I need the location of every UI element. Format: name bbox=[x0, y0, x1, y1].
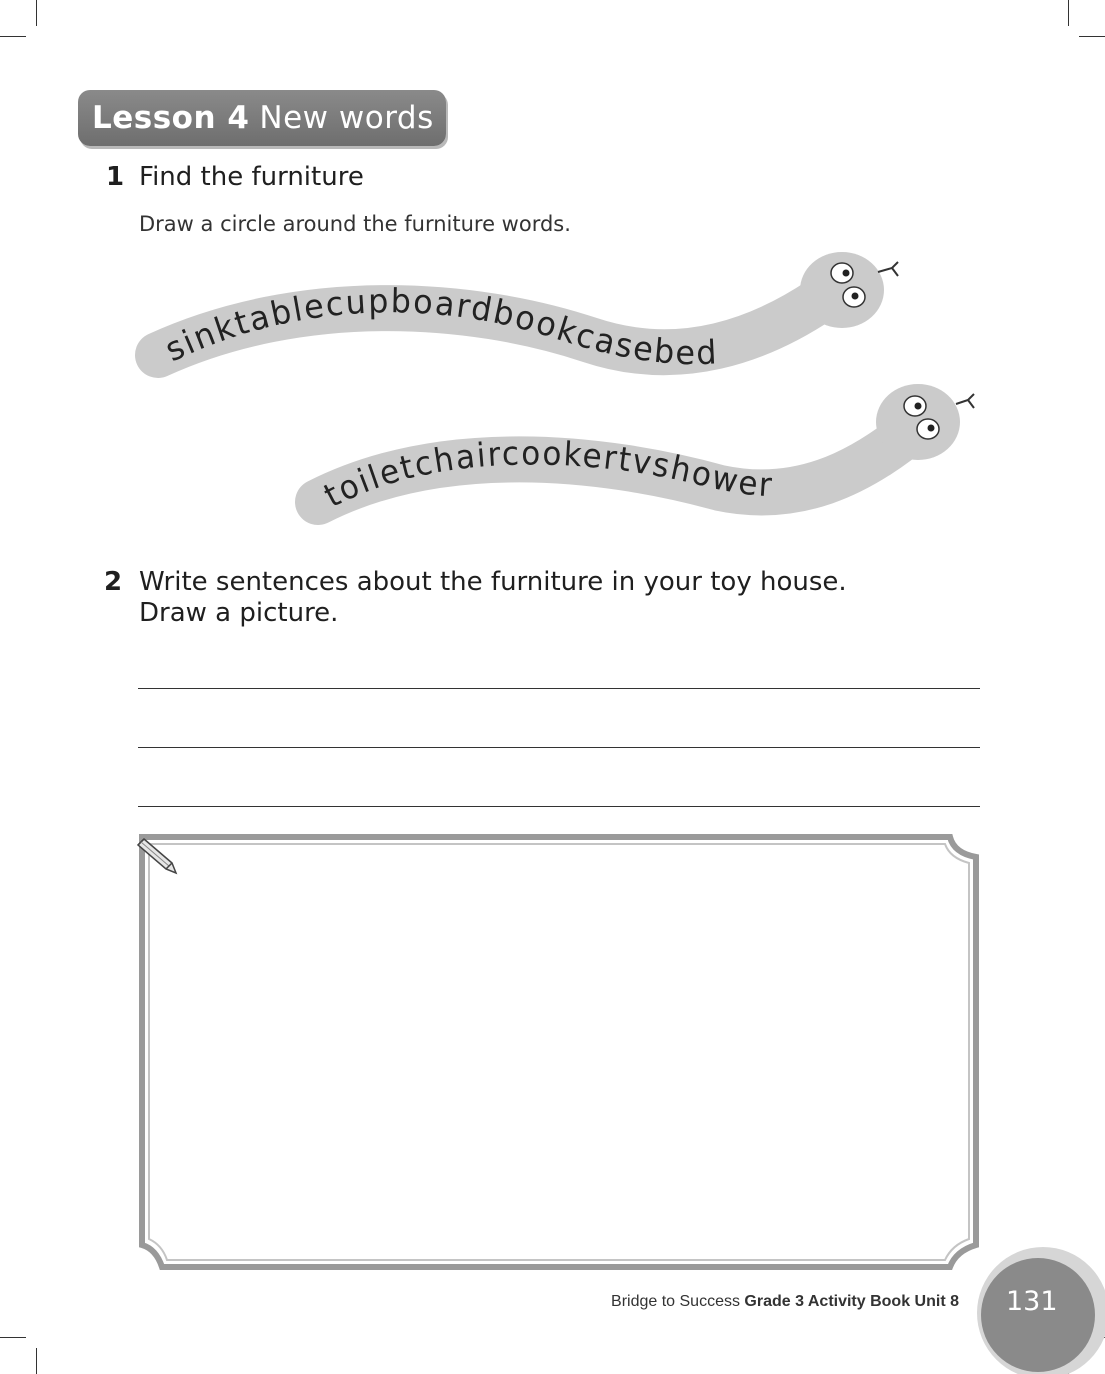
exercise-2-title-line-2: Draw a picture. bbox=[139, 598, 339, 628]
writing-line-2[interactable] bbox=[138, 747, 980, 748]
page-number: 131 bbox=[1006, 1286, 1058, 1317]
exercise-2-number: 2 bbox=[104, 567, 123, 597]
drawing-box[interactable] bbox=[130, 825, 990, 1275]
footer-series: Bridge to Success bbox=[611, 1293, 740, 1310]
crop-mark bbox=[0, 1337, 26, 1338]
crop-mark bbox=[1079, 36, 1105, 37]
snake-2-word-string: toiletchaircookertvshower bbox=[317, 433, 776, 516]
lesson-banner bbox=[78, 90, 446, 146]
snake-2-tongue bbox=[956, 394, 974, 408]
crop-mark bbox=[36, 1348, 37, 1374]
exercise-1-number: 1 bbox=[106, 162, 125, 192]
lesson-label: Lesson 4 bbox=[92, 100, 250, 136]
snake-2 bbox=[318, 384, 974, 515]
writing-line-3[interactable] bbox=[138, 806, 980, 807]
crop-mark bbox=[36, 0, 37, 26]
writing-line-1[interactable] bbox=[138, 688, 980, 689]
exercise-1-instruction: Draw a circle around the furniture words. bbox=[139, 212, 571, 236]
snake-2-head bbox=[876, 384, 960, 460]
snake-1-tongue bbox=[878, 262, 898, 276]
snake-1-word-string: sinktablecupboardbookcasebed bbox=[159, 281, 721, 373]
lesson-title: New words bbox=[259, 100, 434, 136]
footer-text bbox=[611, 1293, 959, 1311]
crop-mark bbox=[1068, 0, 1069, 26]
exercise-1-title: Find the furniture bbox=[139, 162, 364, 192]
crop-mark bbox=[0, 36, 26, 37]
footer-book: Grade 3 Activity Book Unit 8 bbox=[744, 1293, 959, 1310]
snake-1 bbox=[158, 252, 898, 372]
word-snakes-illustration bbox=[0, 240, 1105, 540]
exercise-2-title-line-1: Write sentences about the furniture in your toy house. bbox=[139, 567, 847, 597]
drawing-box-frame bbox=[142, 837, 976, 1267]
